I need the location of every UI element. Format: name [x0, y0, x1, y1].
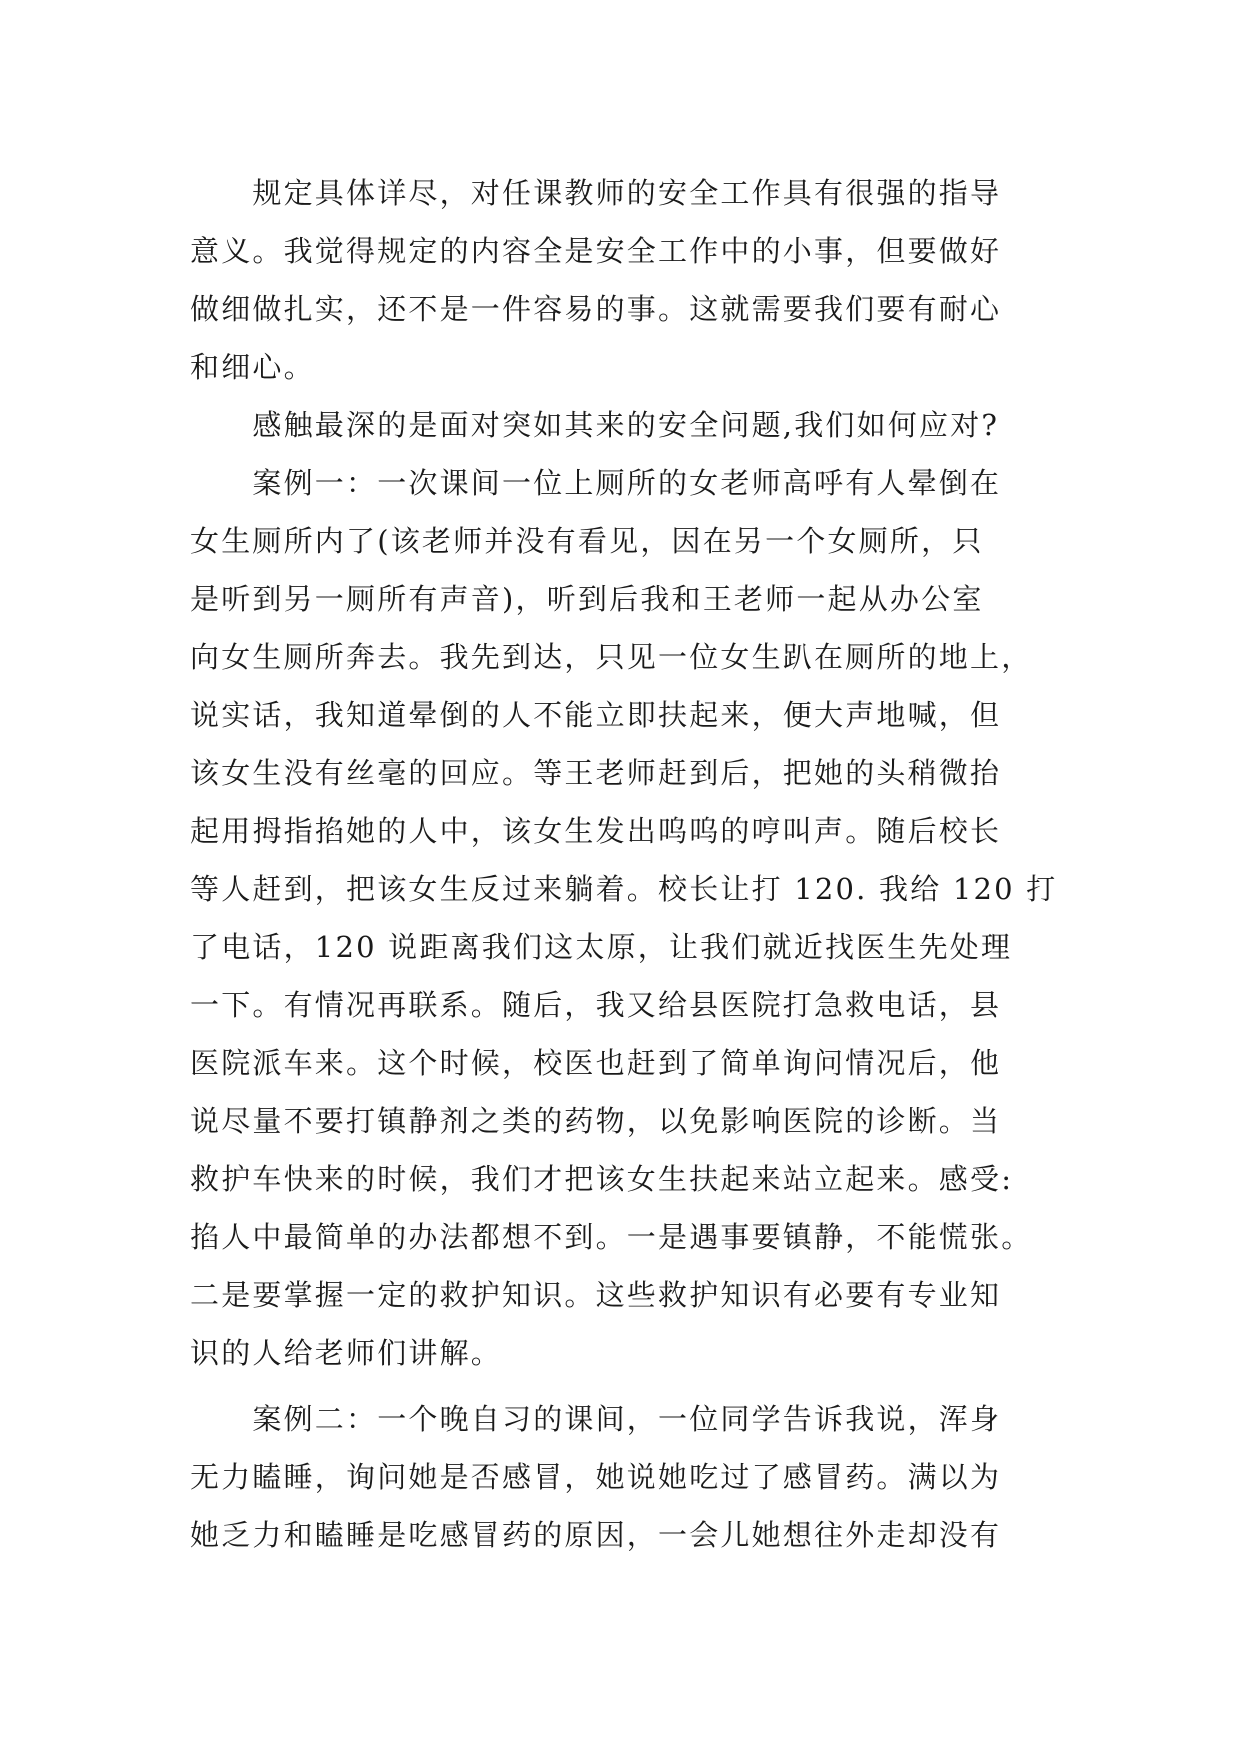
text-line: 二是要掌握一定的救护知识。这些救护知识有必要有专业知 — [190, 1278, 1002, 1312]
text-line: 等人赶到，把该女生反过来躺着。校长让打 120. 我给 120 打 — [190, 872, 1058, 906]
text-line: 她乏力和瞌睡是吃感冒药的原因，一会儿她想往外走却没有 — [190, 1518, 1002, 1552]
text-line: 案例二：一个晚自习的课间，一位同学告诉我说，浑身 — [190, 1402, 1002, 1436]
text-line: 说尽量不要打镇静剂之类的药物，以免影响医院的诊断。当 — [190, 1104, 1002, 1138]
text-line: 了电话，120 说距离我们这太原，让我们就近找医生先处理 — [190, 930, 1013, 964]
text-line: 女生厕所内了(该老师并没有看见，因在另一个女厕所，只 — [190, 524, 984, 558]
text-line: 无力瞌睡，询问她是否感冒，她说她吃过了感冒药。满以为 — [190, 1460, 1002, 1494]
document-body — [190, 164, 1058, 1564]
text-line: 一下。有情况再联系。随后，我又给县医院打急救电话，县 — [190, 988, 1002, 1022]
text-line: 做细做扎实，还不是一件容易的事。这就需要我们要有耐心 — [190, 292, 1002, 326]
text-line: 识的人给老师们讲解。 — [190, 1336, 503, 1370]
text-line: 起用拇指掐她的人中，该女生发出呜呜的哼叫声。随后校长 — [190, 814, 1002, 848]
text-line: 该女生没有丝毫的回应。等王老师赶到后，把她的头稍微抬 — [190, 756, 1002, 790]
text-line: 说实话，我知道晕倒的人不能立即扶起来，便大声地喊，但 — [190, 698, 1002, 732]
text-line: 掐人中最简单的办法都想不到。一是遇事要镇静，不能慌张。 — [190, 1220, 1033, 1254]
text-line: 案例一：一次课间一位上厕所的女老师高呼有人晕倒在 — [190, 466, 1002, 500]
text-line: 意义。我觉得规定的内容全是安全工作中的小事，但要做好 — [190, 234, 1002, 268]
text-line: 救护车快来的时候，我们才把该女生扶起来站立起来。感受: — [190, 1162, 1014, 1196]
text-line: 感触最深的是面对突如其来的安全问题,我们如何应对? — [190, 408, 1000, 442]
text-line: 向女生厕所奔去。我先到达，只见一位女生趴在厕所的地上， — [190, 640, 1033, 674]
text-line: 医院派车来。这个时候，校医也赶到了简单询问情况后，他 — [190, 1046, 1002, 1080]
text-line: 是听到另一厕所有声音)，听到后我和王老师一起从办公室 — [190, 582, 984, 616]
text-line: 规定具体详尽，对任课教师的安全工作具有很强的指导 — [190, 176, 1002, 210]
text-line: 和细心。 — [190, 350, 315, 384]
paragraph-gap — [190, 1382, 1050, 1390]
